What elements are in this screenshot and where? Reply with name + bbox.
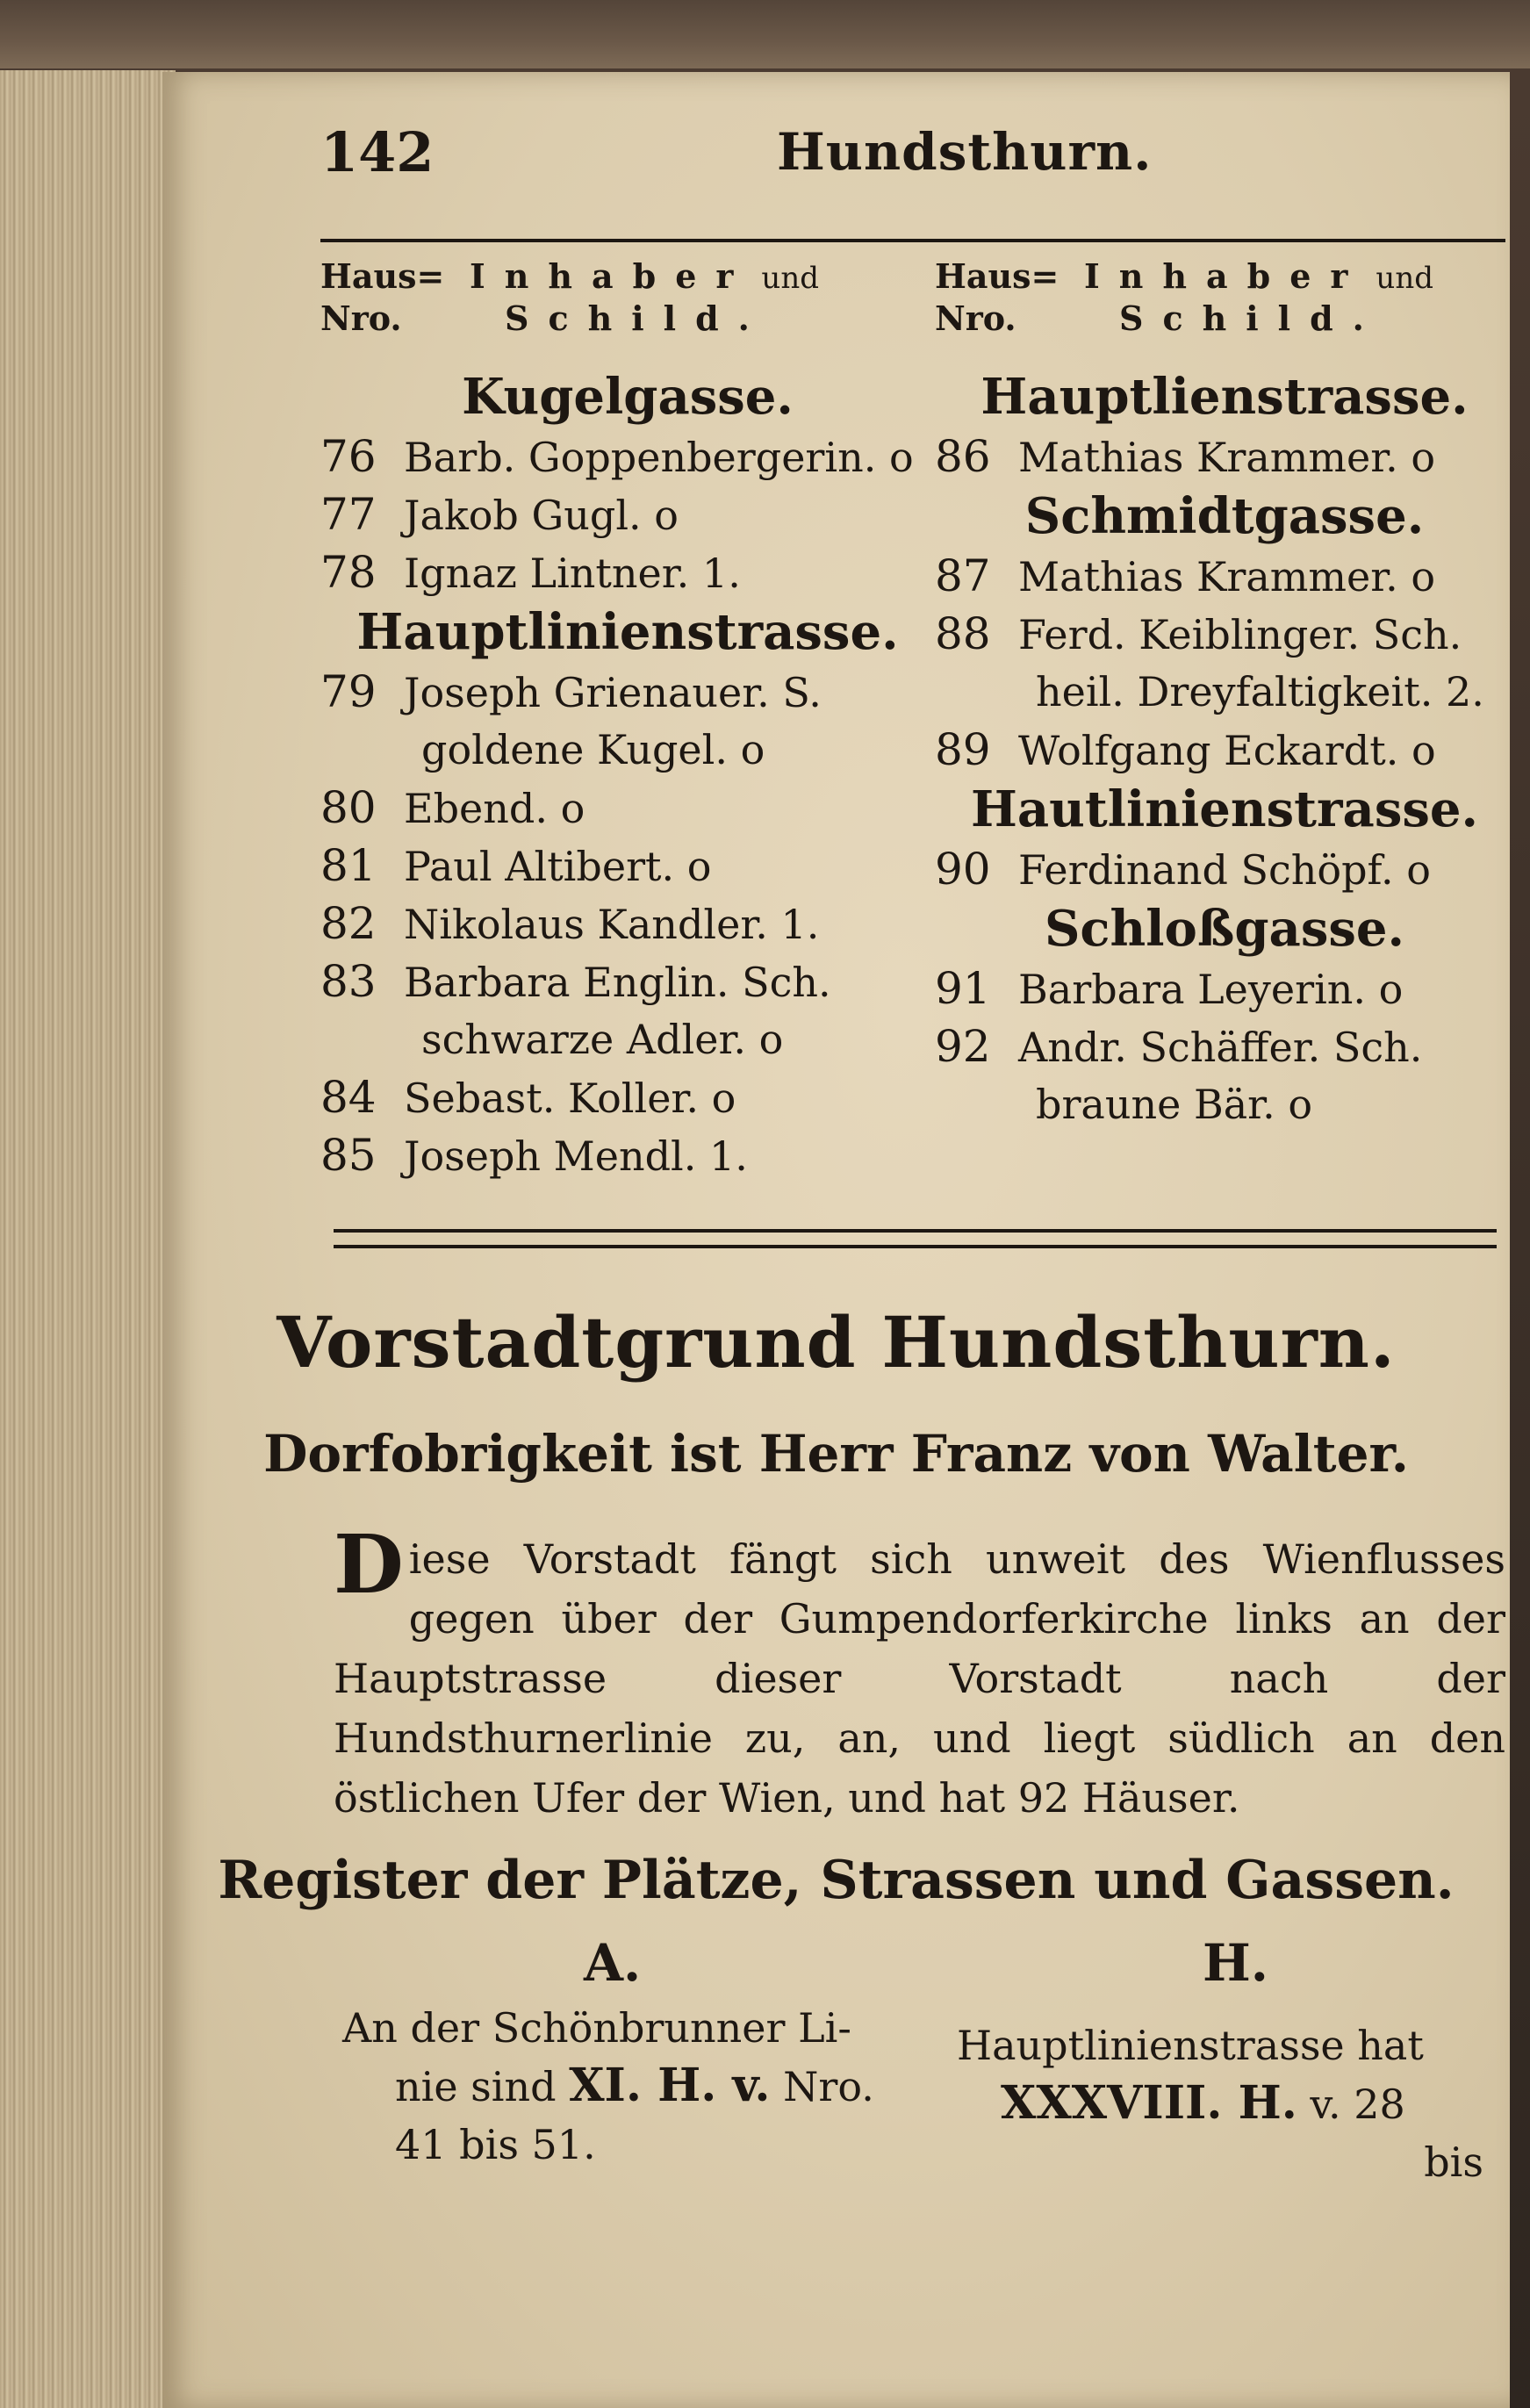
register-letter-a: A. bbox=[584, 1933, 642, 1993]
register-entry-hauptlinienstrasse bbox=[957, 2016, 1510, 2191]
page-number: 142 bbox=[320, 120, 435, 184]
street-heading: Hauptlienstrasse. bbox=[980, 368, 1469, 426]
sign-continuation: braune Bär. o bbox=[1036, 1081, 1313, 1128]
house-number: 90 bbox=[935, 844, 991, 895]
house-entry bbox=[935, 547, 1514, 605]
house-entry bbox=[320, 543, 935, 601]
register-line: An der Schönbrunner Li- bbox=[342, 2004, 851, 2052]
house-number: 76 bbox=[320, 431, 377, 482]
book-cover-edge bbox=[0, 0, 1530, 68]
holder-name: Sebast. Koller. o bbox=[404, 1075, 736, 1122]
holder-name: Ferdinand Schöpf. o bbox=[1018, 846, 1431, 894]
header-holder: Inhaber bbox=[1084, 256, 1368, 296]
holder-name: Barbara Englin. Sch. bbox=[404, 959, 831, 1006]
register-line: 41 bis 51. bbox=[395, 2121, 596, 2168]
page-header bbox=[162, 120, 1510, 199]
right-column bbox=[935, 366, 1514, 1133]
holder-name: Jakob Gugl. o bbox=[404, 492, 679, 539]
street-heading: Hautlinienstrasse. bbox=[970, 780, 1479, 838]
register-line: bis bbox=[1424, 2138, 1483, 2186]
holder-name: Joseph Grienauer. S. bbox=[404, 669, 822, 716]
left-column bbox=[320, 366, 935, 1184]
holder-name: Andr. Schäffer. Sch. bbox=[1018, 1024, 1423, 1071]
header-rule bbox=[320, 239, 1505, 242]
street-heading: Kugelgasse. bbox=[462, 368, 794, 426]
section-divider bbox=[334, 1229, 1497, 1248]
holder-name: Joseph Mendl. 1. bbox=[404, 1132, 748, 1180]
house-number: 84 bbox=[320, 1072, 377, 1123]
house-entry bbox=[320, 779, 935, 837]
holder-name: Barb. Goppenbergerin. o bbox=[404, 434, 914, 481]
house-number: 87 bbox=[935, 550, 991, 601]
house-number: 82 bbox=[320, 898, 377, 949]
register-roman: XXXVIII. H. bbox=[1001, 2076, 1297, 2130]
book-page bbox=[162, 72, 1510, 2408]
house-entry bbox=[320, 895, 935, 952]
page-stack-edges bbox=[0, 70, 176, 2408]
holder-name: Ebend. o bbox=[404, 785, 585, 832]
house-entry bbox=[935, 840, 1514, 898]
header-holder: Inhaber bbox=[470, 256, 753, 296]
house-number: 78 bbox=[320, 547, 377, 598]
holder-name: Mathias Krammer. o bbox=[1018, 553, 1436, 600]
register-text: v. 28 bbox=[1310, 2081, 1405, 2128]
paragraph-text: iese Vorstadt fängt sich unweit des Wienflusses gegen über der Gumpendorferkirche links an der Hauptstrasse dieser Vorstadt nach der Hundsthurnerlinie zu, an, und liegt südlich an den östlichen Ufer der Wien, und hat 92 Häuser. bbox=[334, 1535, 1505, 1822]
street-heading: Schmidtgasse. bbox=[1024, 487, 1425, 545]
house-number: 92 bbox=[935, 1021, 991, 1072]
street-heading: Hauptlinienstrasse. bbox=[356, 603, 899, 661]
register-line: Hauptlinienstrasse hat bbox=[957, 2022, 1424, 2069]
register-text: nie sind bbox=[395, 2063, 557, 2110]
house-entry bbox=[935, 721, 1514, 779]
header-and: und bbox=[1376, 261, 1433, 296]
house-number: 79 bbox=[320, 666, 377, 717]
holder-name: Ignaz Lintner. 1. bbox=[404, 550, 741, 597]
section-title: Vorstadtgrund Hundsthurn. bbox=[277, 1301, 1396, 1384]
sign-continuation: schwarze Adler. o bbox=[421, 1016, 784, 1063]
house-entry bbox=[320, 1068, 935, 1126]
section-subtitle: Dorfobrigkeit ist Herr Franz von Walter. bbox=[263, 1424, 1409, 1484]
holder-name: Paul Altibert. o bbox=[404, 843, 712, 890]
house-entry bbox=[935, 605, 1514, 663]
header-sign: Schild. bbox=[1119, 298, 1383, 338]
right-column-header bbox=[935, 256, 1433, 339]
house-number: 88 bbox=[935, 608, 991, 659]
register-line bbox=[957, 2074, 1510, 2133]
house-number: 83 bbox=[320, 956, 377, 1007]
house-entry bbox=[320, 952, 935, 1010]
house-number: 91 bbox=[935, 963, 991, 1014]
drop-cap: D bbox=[334, 1517, 404, 1612]
running-title: Hundsthurn. bbox=[777, 122, 1153, 182]
house-entry bbox=[320, 663, 935, 721]
register-text: Nro. bbox=[783, 2063, 874, 2110]
register-letter-h: H. bbox=[1203, 1933, 1268, 1993]
header-and: und bbox=[761, 261, 819, 296]
house-number: 80 bbox=[320, 782, 377, 833]
holder-name: Wolfgang Eckardt. o bbox=[1018, 727, 1436, 774]
header-nro: Nro. bbox=[320, 298, 402, 338]
house-entry bbox=[320, 837, 935, 895]
header-sign: Schild. bbox=[505, 298, 769, 338]
header-nro: Nro. bbox=[935, 298, 1016, 338]
house-number: 77 bbox=[320, 489, 377, 540]
house-entry bbox=[320, 485, 935, 543]
street-heading: Schloßgasse. bbox=[1044, 900, 1405, 958]
house-number: 86 bbox=[935, 431, 991, 482]
sign-continuation: heil. Dreyfaltigkeit. 2. bbox=[1036, 668, 1484, 715]
holder-name: Barbara Leyerin. o bbox=[1018, 966, 1404, 1013]
register-line bbox=[342, 2057, 904, 2116]
house-entry bbox=[320, 428, 935, 485]
section-paragraph bbox=[334, 1517, 1505, 1828]
register-roman: XI. H. v. bbox=[569, 2059, 771, 2112]
house-entry bbox=[935, 428, 1514, 485]
holder-name: Ferd. Keiblinger. Sch. bbox=[1018, 611, 1462, 658]
house-number: 85 bbox=[320, 1130, 377, 1181]
left-column-header bbox=[320, 256, 819, 339]
register-entry-schoenbrunner bbox=[342, 1999, 904, 2174]
house-entry bbox=[320, 1126, 935, 1184]
holder-name: Mathias Krammer. o bbox=[1018, 434, 1436, 481]
house-entry bbox=[935, 1017, 1514, 1075]
house-entry bbox=[935, 960, 1514, 1017]
holder-name: Nikolaus Kandler. 1. bbox=[404, 901, 820, 948]
house-number: 89 bbox=[935, 724, 991, 775]
header-house: Haus= bbox=[320, 256, 445, 296]
header-house: Haus= bbox=[935, 256, 1060, 296]
sign-continuation: goldene Kugel. o bbox=[421, 726, 765, 773]
house-number: 81 bbox=[320, 840, 377, 891]
register-title: Register der Plätze, Strassen und Gassen. bbox=[218, 1850, 1455, 1911]
